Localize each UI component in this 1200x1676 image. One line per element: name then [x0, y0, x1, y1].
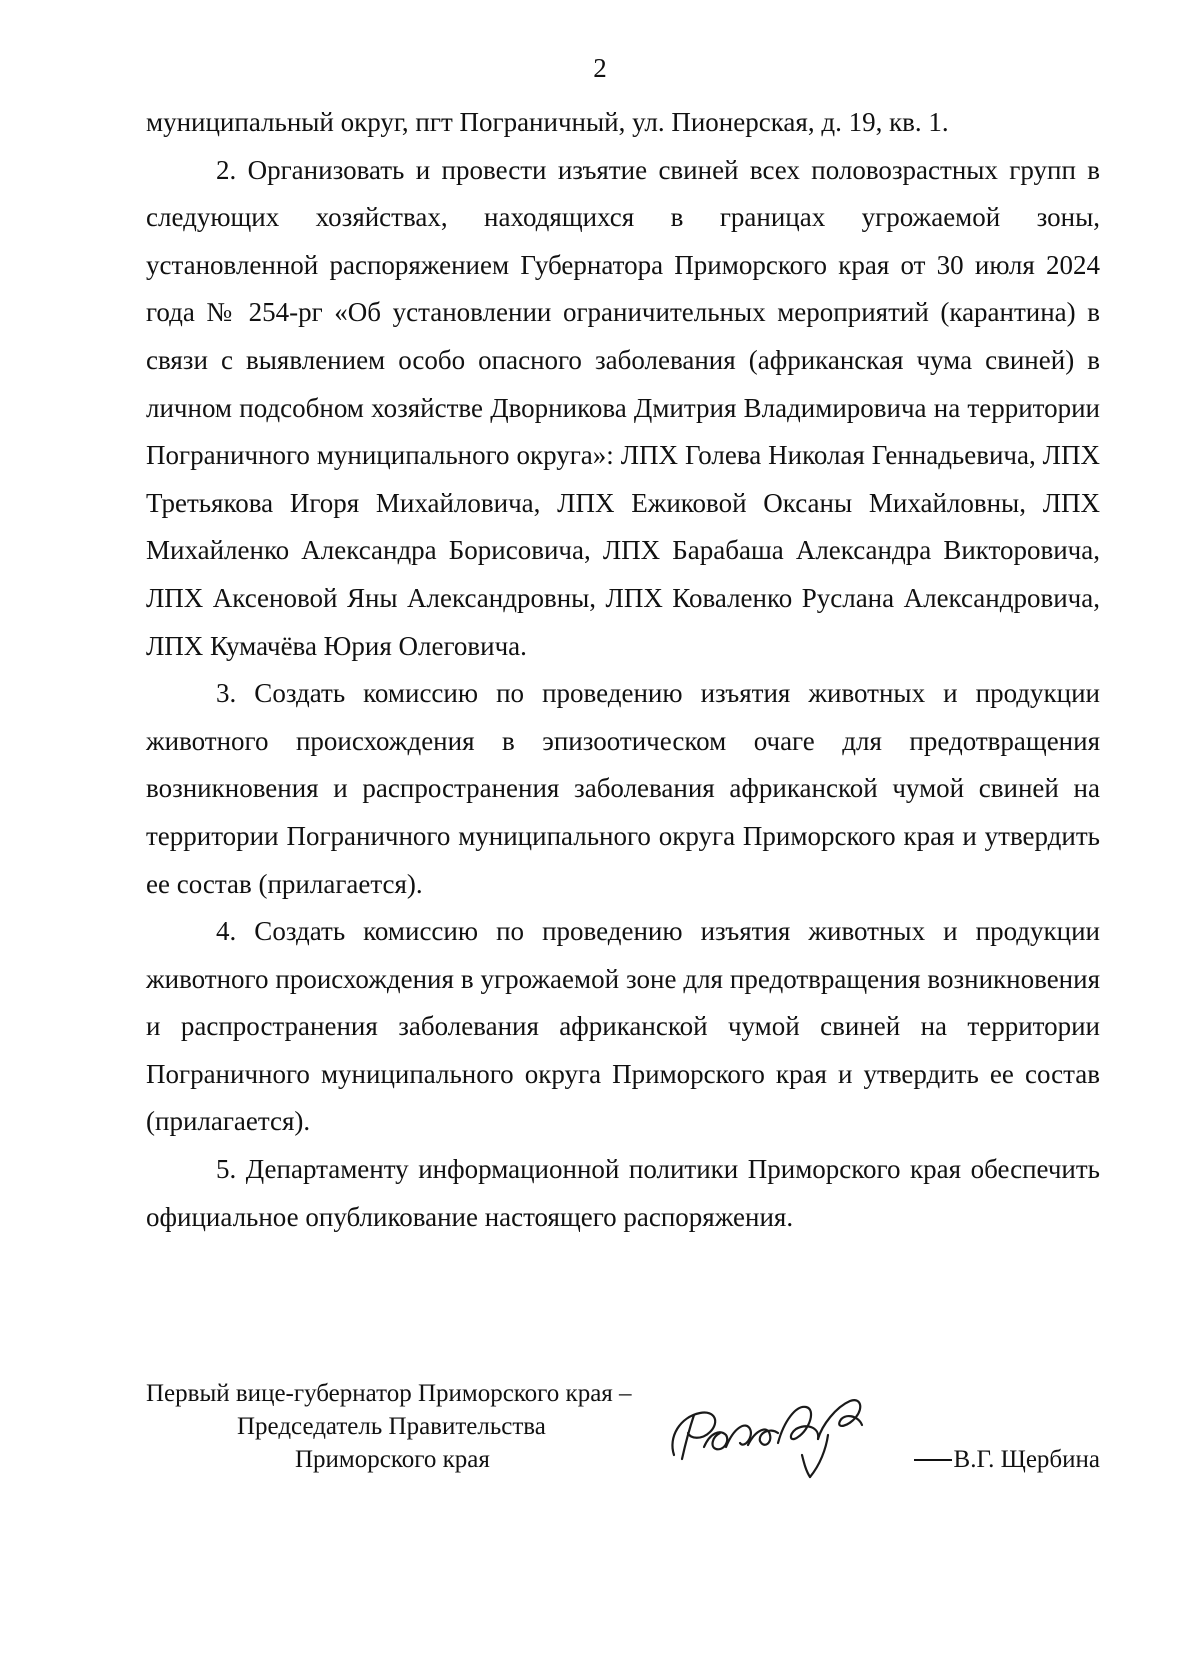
signatory-name-text: В.Г. Щербина — [953, 1446, 1100, 1473]
signatory-title-line-1: Первый вице-губернатор Приморского края – — [146, 1380, 632, 1407]
handwritten-signature — [660, 1377, 880, 1487]
signatory-name — [914, 1443, 1100, 1476]
paragraph-item-3: 3. Создать комиссию по проведению изъятия животных и продукции животного происхождения в эпизоотическом очаге для предотвращения возникновения и распространения заболевания африканской чумой свиней на территории Пограничного муниципального округа Приморского края и утвердить ее состав (прилагается). — [146, 678, 1100, 899]
paragraph-continuation: муниципальный округ, пгт Пограничный, ул. Пионерская, д. 19, кв. 1. — [146, 107, 949, 137]
signature-block — [146, 1377, 1100, 1487]
paragraph-item-2: 2. Организовать и провести изъятие свиней всех половозрастных групп в следующих хозяйствах, находящихся в границах угрожаемой зоны, установленной распоряжением Губернатора Приморского края от 30 июля 2024 года № 254-рг «Об установлении ограничительных мероприятий (карантина) в связи с выявлением особо опасного заболевания (африканская чума свиней) в личном подсобном хозяйстве Дворникова Дмитрия Владимировича на территории Пограничного муниципального округа»: ЛПХ Голева Николая Геннадьевича, ЛПХ Третьякова Игоря Михайловича, ЛПХ Ежиковой Оксаны Михайловны, ЛПХ Михайленко Александра Борисовича, ЛПХ Барабаша Александра Викторовича, ЛПХ Аксеновой Яны Александровны, ЛПХ Коваленко Руслана Александровича, ЛПХ Кумачёва Юрия Олеговича. — [146, 154, 1100, 661]
signatory-title — [146, 1377, 706, 1476]
signature-dash — [914, 1459, 952, 1461]
paragraph-item-4: 4. Создать комиссию по проведению изъятия животных и продукции животного происхождения в угрожаемой зоне для предотвращения возникновения и распространения заболевания африканской чумой свиней на территории Пограничного муниципального округа Приморского края и утвердить ее состав (прилагается). — [146, 916, 1100, 1137]
document-body — [146, 99, 1100, 1241]
signatory-title-line-3: Приморского края — [295, 1446, 490, 1473]
signatory-title-line-2: Председатель Правительства — [237, 1413, 546, 1440]
paragraph-item-5: 5. Департаменту информационной политики Приморского края обеспечить официальное опубликование настоящего распоряжения. — [146, 1154, 1100, 1232]
page-number: 2 — [593, 53, 607, 83]
